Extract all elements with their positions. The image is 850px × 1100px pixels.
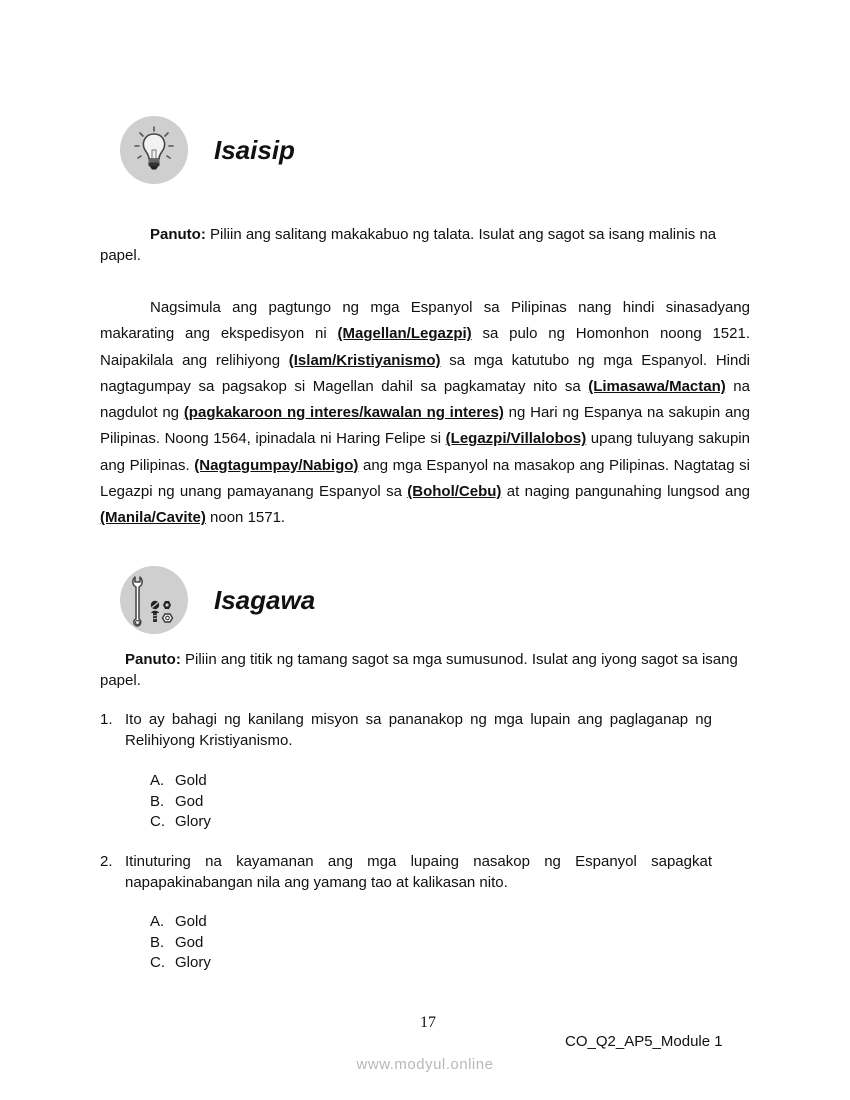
question-2 [100, 852, 712, 893]
wrench-tools-icon [120, 566, 188, 634]
choice-text: Gold [175, 913, 207, 930]
choice-letter: C. [150, 813, 165, 830]
paragraph-text: ng Hari ng Espanya na sakupin ang Pilipinas. Noong 1564, ipinadala ni Haring Felipe si [100, 404, 750, 448]
choice-letter: C. [150, 954, 165, 971]
choice-option[interactable] [150, 792, 211, 813]
choice-option[interactable] [150, 912, 211, 933]
choice-option[interactable] [150, 953, 211, 974]
paragraph-text: Nagsimula ang pagtungo ng mga Espanyol sa Pilipinas nang hindi sinasadyang makarating ang ekspedisyon ni [100, 299, 750, 343]
page-number: 17 [420, 1014, 436, 1031]
isagawa-instruction [100, 649, 750, 691]
instruction-label: Panuto: [150, 226, 206, 243]
choice-option[interactable] [150, 812, 211, 833]
choice-text: Glory [175, 813, 211, 830]
question-1 [100, 710, 712, 751]
choice-letter: A. [150, 772, 165, 789]
instruction-text: Piliin ang salitang makakabuo ng talata. Isulat ang sagot sa isang malinis na papel. [100, 226, 717, 264]
answer-choice-blank[interactable]: (Magellan/Legazpi) [337, 325, 472, 343]
choice-text: Gold [175, 772, 207, 789]
choice-option[interactable] [150, 933, 211, 954]
instruction-label: Panuto: [125, 651, 181, 668]
paragraph-text: sa pulo ng Homonhon noong 1521. Naipakilala ang relihiyong [100, 325, 750, 369]
answer-choice-blank[interactable]: (Nagtagumpay/Nabigo) [194, 456, 359, 474]
paragraph-text: noon 1571. [205, 509, 286, 527]
choice-letter: B. [150, 933, 165, 951]
answer-choice-blank[interactable]: (Legazpi/Villalobos) [445, 430, 587, 448]
answer-choice-blank[interactable]: (pagkakaroon ng interes/kawalan ng interes) [183, 404, 504, 422]
choice-option[interactable] [150, 771, 211, 792]
choice-text: Glory [175, 954, 211, 971]
paragraph-text: na nagdulot ng [100, 377, 750, 422]
isaisip-header [120, 116, 295, 184]
choice-letter: B. [150, 792, 165, 810]
question-number: 2. [100, 853, 113, 870]
answer-choice-blank[interactable]: (Islam/Kristiyanismo) [288, 351, 441, 369]
question-2-choices [150, 912, 211, 974]
lightbulb-icon [120, 116, 188, 184]
paragraph-text: ang mga Espanyol na masakop ang Pilipinas. Nagtatag si Legazpi ng unang pamayanang Espanyol sa [100, 456, 750, 501]
question-number: 1. [100, 711, 113, 728]
paragraph-text: upang tuluyang sakupin ang Pilipinas. [100, 430, 750, 474]
isaisip-instruction [100, 224, 750, 266]
paragraph-text: sa mga katutubo ng mga Espanyol. Hindi nagtagumpay sa pagsakop si Magellan dahil sa pagkamatay nito sa [100, 351, 750, 395]
question-text: Itinuturing na kayamanan ang mga lupaing nasakop ng Espanyol sapagkat napapakinabangan nila ang yamang tao at kalikasan nito. [125, 853, 712, 891]
section-title-isaisip: Isaisip [214, 134, 295, 165]
isagawa-header [120, 566, 315, 634]
watermark: www.modyul.online [356, 1056, 494, 1073]
section-title-isagawa: Isagawa [214, 584, 316, 615]
instruction-text: Piliin ang titik ng tamang sagot sa mga sumusunod. Isulat ang iyong sagot sa isang papel. [100, 651, 738, 689]
answer-choice-blank[interactable]: (Manila/Cavite) [100, 509, 206, 527]
question-1-choices [150, 771, 211, 833]
choice-text: God [175, 792, 204, 810]
choice-letter: A. [150, 913, 165, 930]
answer-choice-blank[interactable]: (Limasawa/Mactan) [588, 377, 726, 395]
answer-choice-blank[interactable]: (Bohol/Cebu) [407, 483, 502, 501]
paragraph-text: at naging pangunahing lungsod ang [501, 483, 750, 501]
question-text: Ito ay bahagi ng kanilang misyon sa pananakop ng mga lupain ang paglaganap ng Relihiyong Kristiyanismo. [125, 711, 712, 749]
choice-text: God [175, 933, 204, 951]
module-code: CO_Q2_AP5_Module 1 [565, 1033, 723, 1050]
isaisip-paragraph [100, 295, 750, 532]
